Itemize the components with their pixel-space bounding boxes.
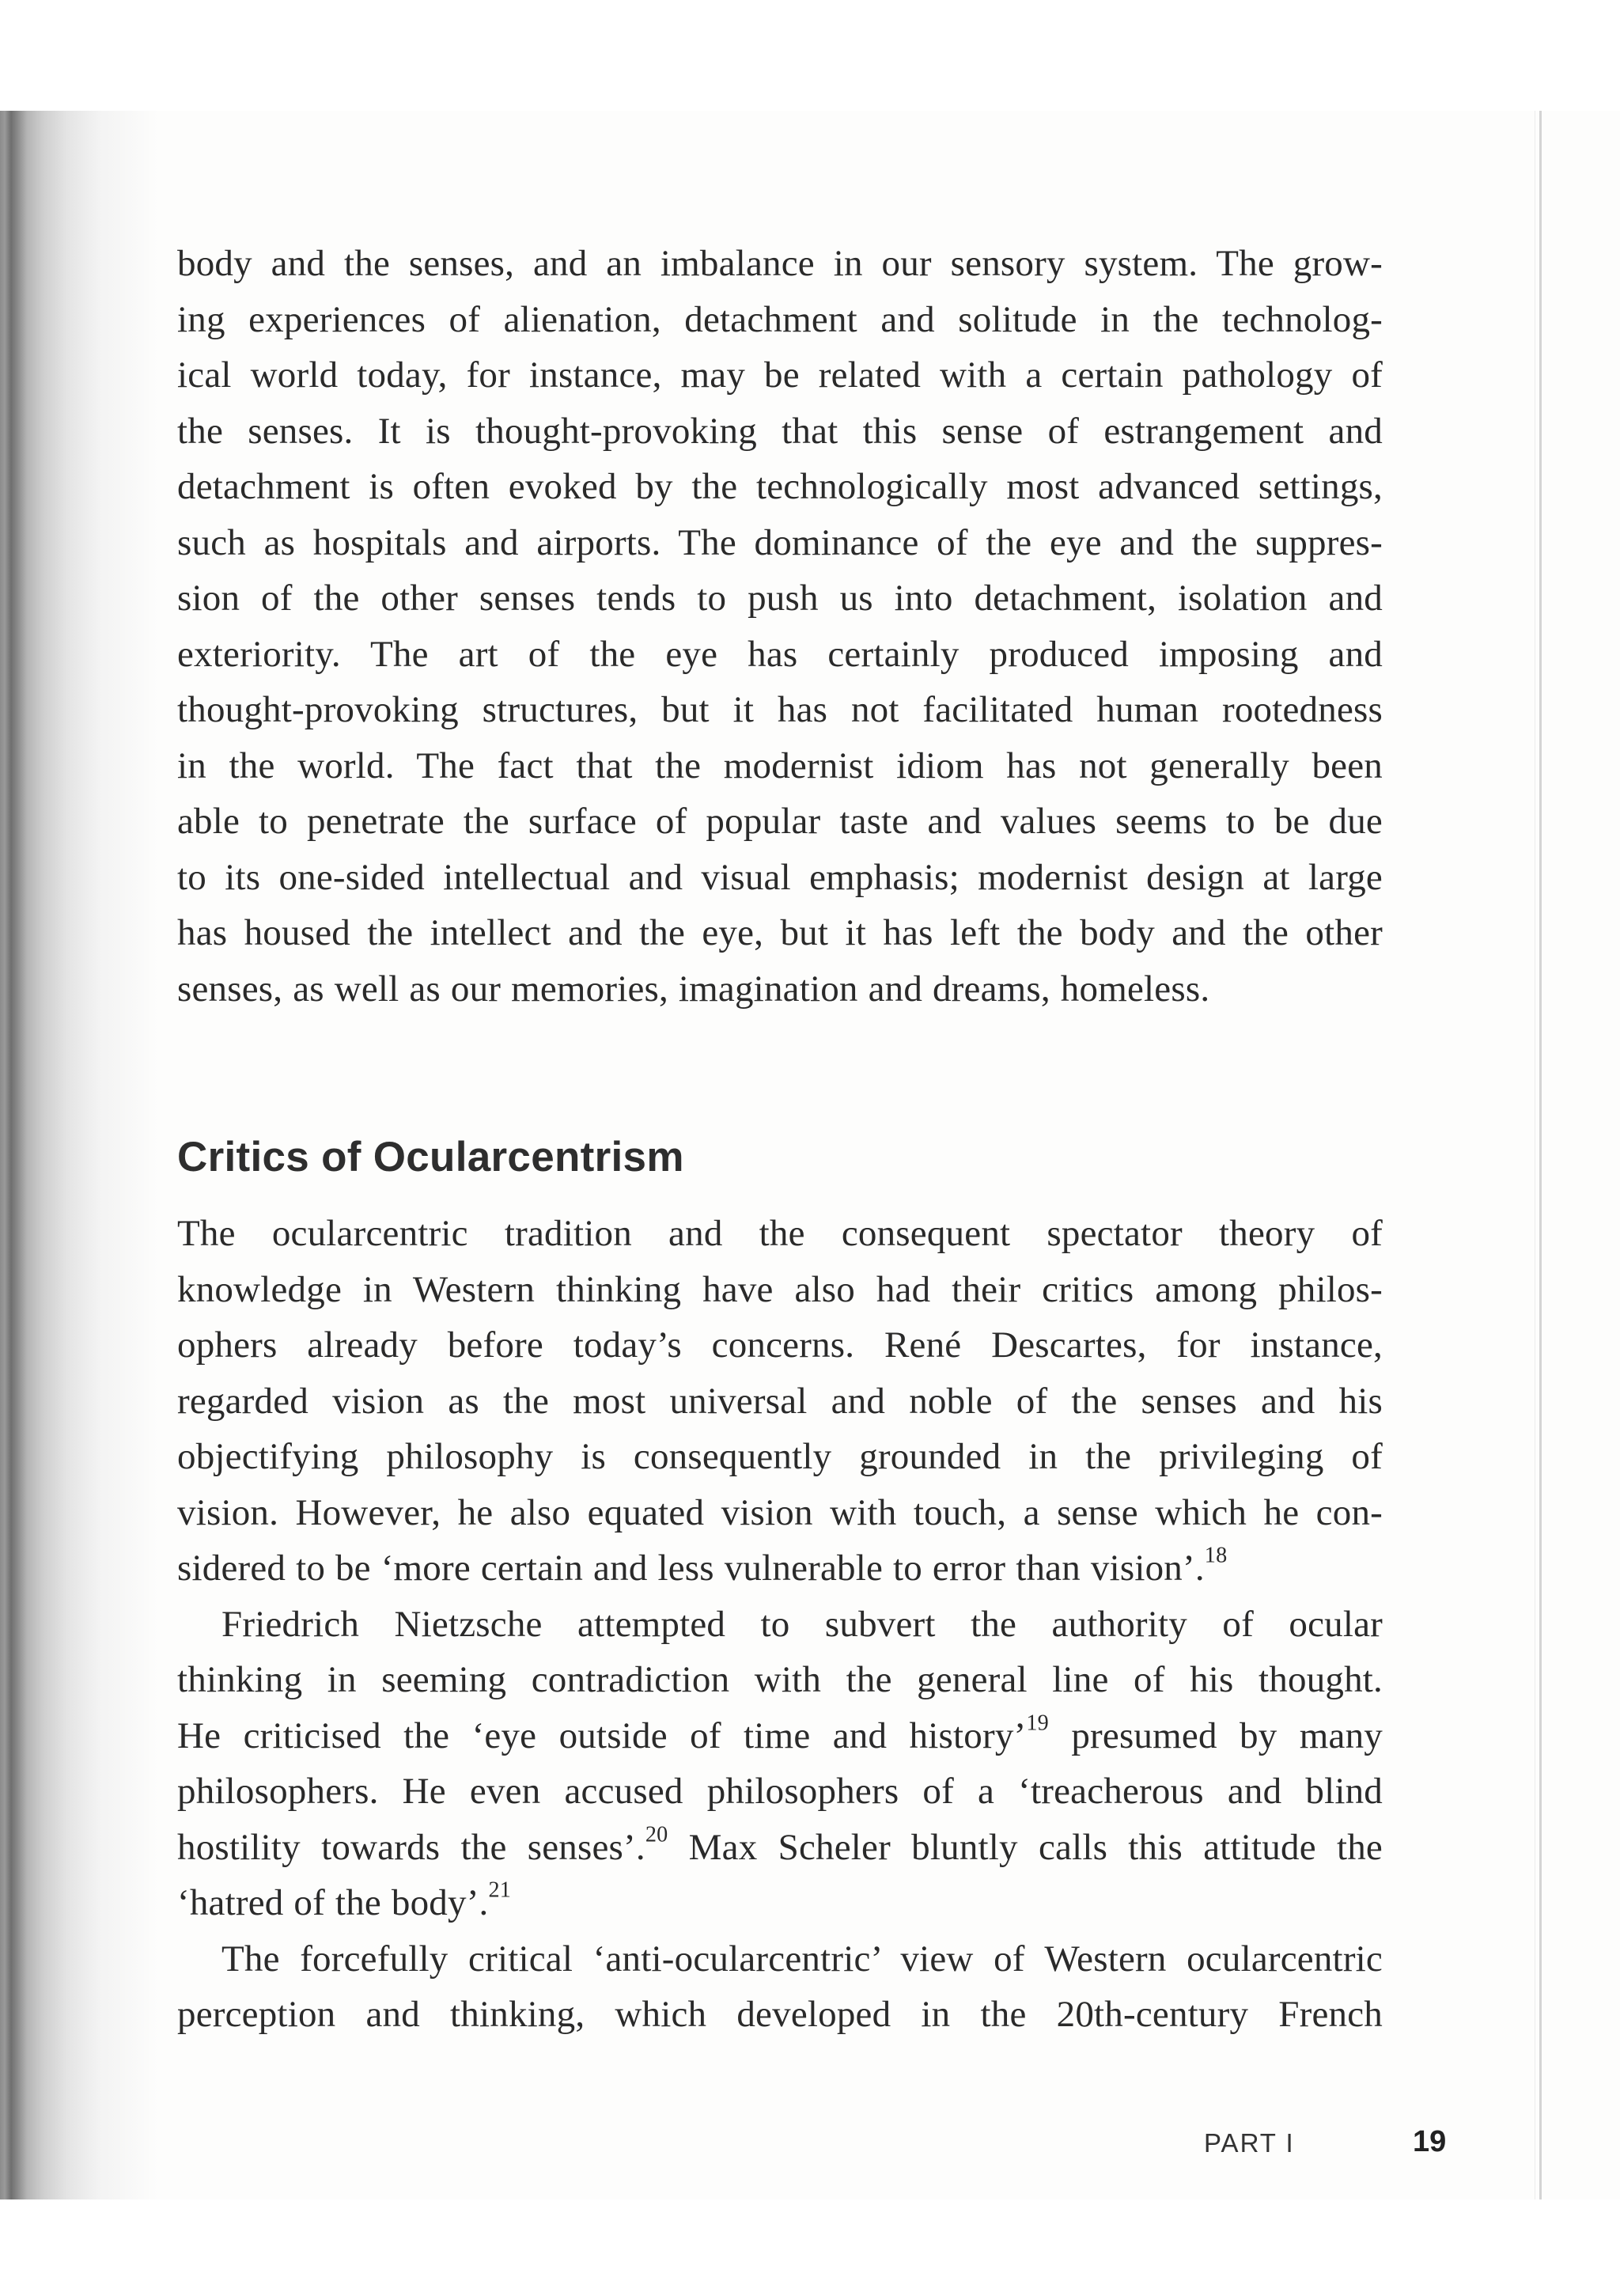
text-line: The forcefully critical ‘anti-ocularcentric’ view of Western ocularcentric bbox=[221, 1938, 1383, 1980]
text-line: ical world today, for instance, may be related with a certain pathology of bbox=[177, 354, 1383, 396]
footnote-ref-18: 18 bbox=[1204, 1543, 1228, 1568]
text-line bbox=[177, 1708, 1383, 1764]
binding-gutter-shadow bbox=[0, 111, 158, 2199]
bottom-margin bbox=[0, 2199, 1620, 2296]
line-text: presumed by many bbox=[1048, 1714, 1383, 1756]
text-line: able to penetrate the surface of popular taste and values seems to be due bbox=[177, 801, 1383, 842]
section-body bbox=[177, 1206, 1383, 2043]
line-text: Max Scheler bluntly calls this attitude the bbox=[668, 1826, 1383, 1868]
text-line: philosophers. He even accused philosophers of a ‘treacherous and blind bbox=[177, 1771, 1383, 1812]
text-line bbox=[177, 1875, 1383, 1931]
text-line: thinking in seeming contradiction with the general line of his thought. bbox=[177, 1659, 1383, 1700]
section-heading: Critics of Ocularcentrism bbox=[177, 1134, 684, 1180]
text-line: ophers already before today’s concerns. René Descartes, for instance, bbox=[177, 1324, 1383, 1366]
text-line: Friedrich Nietzsche attempted to subvert the authority of ocular bbox=[221, 1603, 1383, 1645]
page-number: 19 bbox=[1413, 2125, 1447, 2158]
text-line: regarded vision as the most universal and noble of the senses and his bbox=[177, 1380, 1383, 1422]
text-line: the senses. It is thought-provoking that this sense of estrangement and bbox=[177, 410, 1383, 452]
text-line: thought-provoking structures, but it has not facilitated human rootedness bbox=[177, 689, 1383, 730]
text-line: to its one-sided intellectual and visual emphasis; modernist design at large bbox=[177, 856, 1383, 898]
paragraph-body-senses bbox=[177, 236, 1383, 1017]
text-line: body and the senses, and an imbalance in our sensory system. The grow- bbox=[177, 243, 1383, 284]
text-line: detachment is often evoked by the technologically most advanced settings, bbox=[177, 466, 1383, 507]
line-text: hostility towards the senses’. bbox=[177, 1826, 645, 1868]
text-line: knowledge in Western thinking have also had their critics among philos- bbox=[177, 1268, 1383, 1310]
running-footer-part: PART I bbox=[1204, 2128, 1295, 2158]
text-line: has housed the intellect and the eye, but it has left the body and the other bbox=[177, 912, 1383, 953]
text-line bbox=[177, 1540, 1383, 1597]
line-text: ‘hatred of the body’. bbox=[177, 1882, 489, 1923]
text-line: perception and thinking, which developed in the 20th-century French bbox=[177, 1994, 1383, 2035]
text-line bbox=[177, 1820, 1383, 1876]
top-margin bbox=[0, 0, 1620, 111]
line-text: sidered to be ‘more certain and less vulnerable to error than vision’. bbox=[177, 1548, 1205, 1589]
text-line: vision. However, he also equated vision with touch, a sense which he con- bbox=[177, 1491, 1383, 1533]
line-text: He criticised the ‘eye outside of time and history’ bbox=[177, 1714, 1027, 1756]
text-line: The ocularcentric tradition and the consequent spectator theory of bbox=[177, 1213, 1383, 1254]
text-line: sion of the other senses tends to push us into detachment, isolation and bbox=[177, 578, 1383, 619]
footnote-ref-19: 19 bbox=[1026, 1710, 1049, 1735]
text-line: in the world. The fact that the modernist idiom has not generally been bbox=[177, 744, 1383, 786]
text-line: such as hospitals and airports. The dominance of the eye and the suppres- bbox=[177, 521, 1383, 563]
footnote-ref-21: 21 bbox=[488, 1877, 512, 1903]
text-line: exteriority. The art of the eye has certainly produced imposing and bbox=[177, 633, 1383, 675]
page-edge-line bbox=[1539, 111, 1542, 2199]
footnote-ref-20: 20 bbox=[645, 1821, 668, 1847]
text-line: senses, as well as our memories, imagination and dreams, homeless. bbox=[177, 968, 1210, 1010]
text-line: objectifying philosophy is consequently grounded in the privileging of bbox=[177, 1436, 1383, 1477]
text-line: ing experiences of alienation, detachment and solitude in the technolog- bbox=[177, 298, 1383, 340]
